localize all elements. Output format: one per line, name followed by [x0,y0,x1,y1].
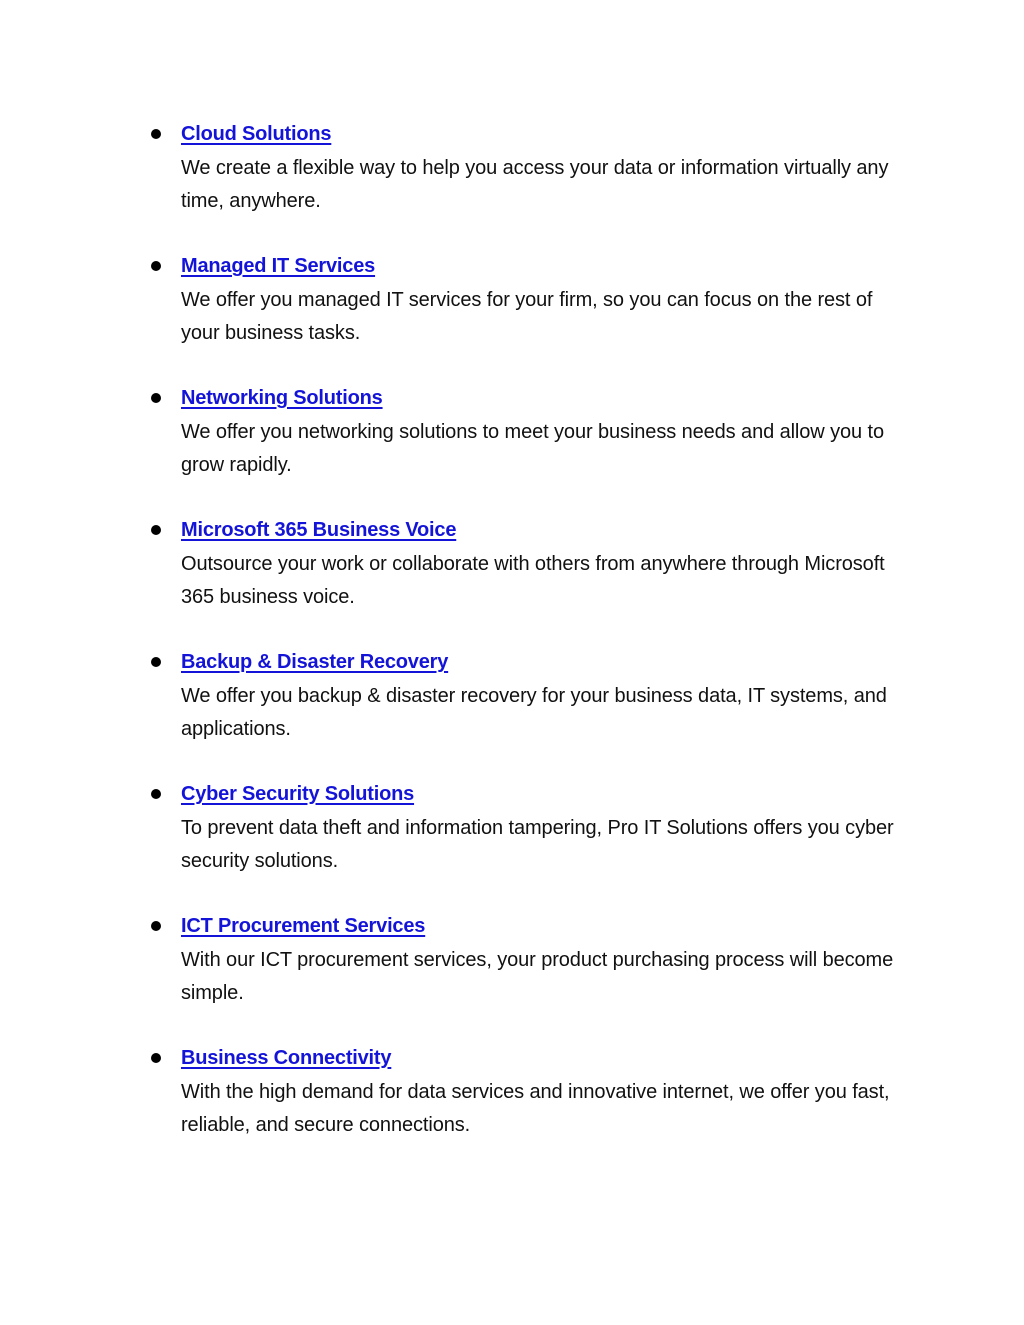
service-link-microsoft-365-business-voice[interactable]: Microsoft 365 Business Voice [181,519,457,541]
list-item [0,116,1024,248]
service-description: To prevent data theft and information tampering, Pro IT Solutions offers you cyber security solutions. [181,817,894,872]
service-link-backup-disaster-recovery[interactable]: Backup & Disaster Recovery [181,651,449,673]
bullet-icon [151,129,161,139]
list-item [0,248,1024,380]
service-description: With our ICT procurement services, your product purchasing process will become simple. [181,949,894,1004]
service-link-networking-solutions[interactable]: Networking Solutions [181,387,383,409]
service-description: We offer you networking solutions to meet your business needs and allow you to grow rapidly. [181,421,884,476]
list-item [0,380,1024,512]
list-item [0,776,1024,908]
list-item [0,908,1024,1040]
bullet-icon [151,657,161,667]
bullet-icon [151,921,161,931]
service-description: We offer you backup & disaster recovery for your business data, IT systems, and applications. [181,685,887,740]
bullet-icon [151,789,161,799]
service-link-cloud-solutions[interactable]: Cloud Solutions [181,123,332,145]
service-link-ict-procurement-services[interactable]: ICT Procurement Services [181,915,426,937]
service-description: With the high demand for data services and innovative internet, we offer you fast, reliable, and secure connections. [181,1081,890,1136]
service-description: We create a flexible way to help you access your data or information virtually any time, anywhere. [181,157,889,212]
service-link-business-connectivity[interactable]: Business Connectivity [181,1047,392,1069]
bullet-icon [151,525,161,535]
service-link-cyber-security-solutions[interactable]: Cyber Security Solutions [181,783,415,805]
list-item [0,512,1024,644]
bullet-icon [151,393,161,403]
service-link-managed-it-services[interactable]: Managed IT Services [181,255,376,277]
bullet-icon [151,261,161,271]
service-list [0,116,1024,1172]
service-description: We offer you managed IT services for your firm, so you can focus on the rest of your business tasks. [181,289,873,344]
service-description: Outsource your work or collaborate with others from anywhere through Microsoft 365 business voice. [181,553,885,608]
list-item [0,1040,1024,1172]
list-item [0,644,1024,776]
bullet-icon [151,1053,161,1063]
